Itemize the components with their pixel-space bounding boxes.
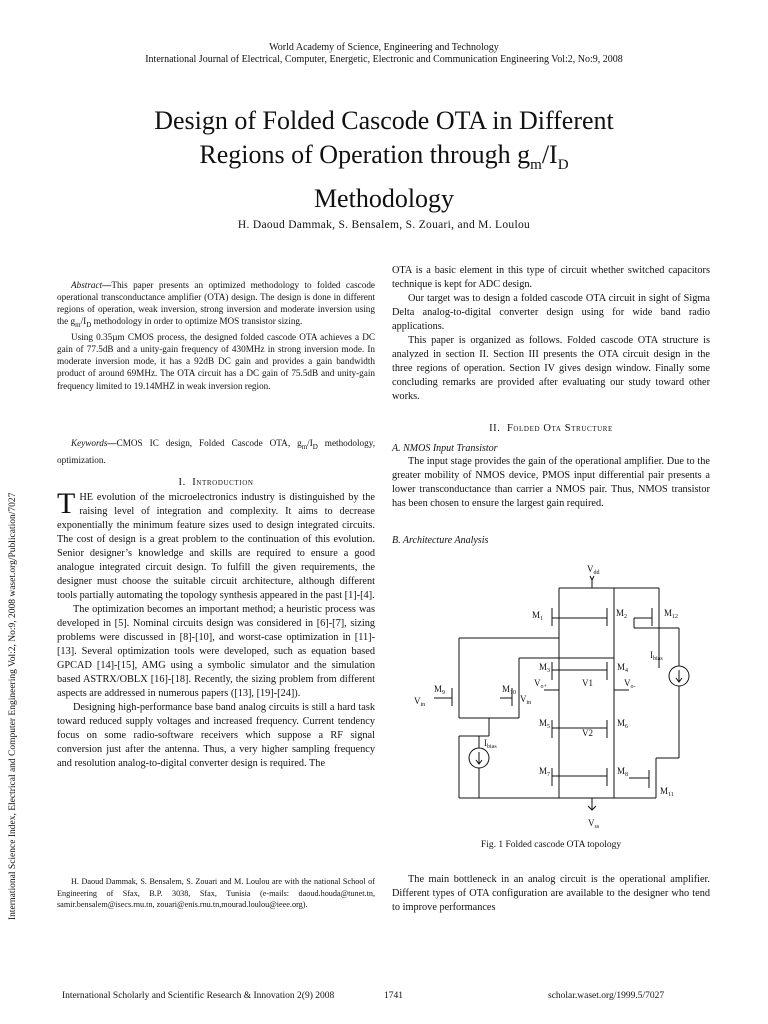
svg-text:M11: $M_{11}$ [660,786,674,798]
title-line3: Methodology [313,184,455,214]
svg-text:Vo+: $V_{o+}$ [534,678,547,690]
abstract-p2: Using 0.35µm CMOS process, the designed folded cascode OTA achieves a DC gain of 77.5dB and a unity-gain frequency of 430MHz in strong inversion mode. In moderate inversion mode, it has a 92dB DC gain and provides a gain bandwidth product of around 69MHz. The OTA circuit has a DC gain of 75.5dB and unity-gain frequency limited to 19.14MHZ in weak inversion region. [57,332,375,391]
authors: H. Daoud Dammak, S. Bensalem, S. Zouari, and M. Loulou [237,219,531,231]
vdd-label: $V_{dd}$ [587,564,600,576]
author-footnote: H. Daoud Dammak, S. Bensalem, S. Zouari and M. Loulou are with the national School of Engineering of Sfax, B.P. 3038, Sfax, Tunisia (e-mails: daoud.houda@tunet.tn, samir.bensalem@isecs.rnu.tn, zouari@enis.rnu.tn,mourad.loulou@ieee.org). [57,877,375,909]
svg-text:M1: $M_1$ [532,610,544,622]
footer-left: International Scholarly and Scientific Research & Innovation 2(9) 2008 [62,991,335,1001]
abstract-label: Abstract [71,280,103,290]
svg-text:M9: $M_9$ [434,684,446,696]
figure-caption: Fig. 1 Folded cascode OTA topology [480,840,622,850]
side-note: International Science Index, Electrical and Computer Engineering Vol:2, No:9, 2008 waset.org/Publication/7027 [8,492,18,920]
svg-text:Vo-: $V_{o-}$ [624,678,636,690]
svg-text:M3: $M_3$ [539,662,551,674]
section-heading-folded-ota: II. Folded Ota Structure [489,423,613,434]
right-column-bottom: The main bottleneck in an analog circuit is the operational amplifier. Different types of OTA configuration are available to the designer who tend to improve performances [392,874,710,913]
dropcap: T [57,487,76,520]
svg-text:V2: V2 [582,728,593,738]
journal-header-line1: World Academy of Science, Engineering and Technology [269,42,499,53]
section-heading-introduction: I. Introduction [178,477,254,488]
folded-cascode-circuit-diagram [404,558,704,834]
svg-text:M4: $M_4$ [617,662,629,674]
right-column-intro: OTA is a basic element in this type of circuit whether switched capacitors technique is kept for ADC design. Our target was to design a folded cascode OTA circuit in sight of Sigma Delta analog-to-digital converter design using for wide band radio applications. This paper is organized as follows. Folded cascode OTA structure is analyzed in section II. Section III presents the OTA circuit design in the three regions of operation. Section IV gives design window. Finally some concluding remarks are provided after evaluating our study toward other works. [392,265,710,402]
svg-text:Vin: $V_{in}$ [414,696,426,708]
svg-text:M5: $M_5$ [539,718,551,730]
introduction-body: THE evolution of the microelectronics industry is distinguished by the raising level of integration and complexity. It aims to decrease exponentially the minimum feature sizes used to design integrated circuits. The cost of design is a great problem to the continuation of this evolution. Senior designer’s knowledge and skills are required to ensure a good analogue integrated circuit design. To fulfill the given requirements, the designer must choose the suitable circuit architecture, although different tools partially automating the topology synthesis appeared in the past [1]-[4]. The optimization becomes an important method; a heuristic process was developed in [5]. Nominal circuits design was considered in [6]-[7], sizing problems were discussed in [8]-[10], and worst-case optimization in [11]-[13]. Several optimization tools were developed, such as equation based GPCAD [14]-[15], AMG using a symbolic simulator and the simulation based ASTRX/OBLX [16]-[18]. Recently, the sizing problem from different aspects are addressed in numerous papers ([13], [19]-[24]). Designing high-performance base band analog circuits is still a hard task toward reduced supply voltages and increased frequency. Current tendency focus on some radio-software receivers which suppose a RF signal conversion just after the antenna. Thus, a very higher sampling frequency and resolution analog-to-digital converter design is required. The [57,487,375,769]
svg-text:M12: $M_{12}$ [664,608,679,620]
nmos-paragraph: The input stage provides the gain of the operational amplifier. Due to the greater mobility of NMOS device, PMOS input differential pair presents a lower transconductance than carrier a NMOS pair. Thus, NMOS transistor has been chosen to ensure the largest gain required. [392,456,710,509]
svg-text:M7: $M_7$ [539,766,551,778]
journal-header-line2: International Journal of Electrical, Computer, Energetic, Electronic and Communication Engineering Vol:2, No:9, 2008 [145,54,623,65]
vss-label: $V_{ss}$ [588,818,600,830]
subsection-a: A. NMOS Input Transistor [392,443,498,454]
intro-p2: The optimization becomes an important method; a heuristic process was developed in [5]. Nominal circuits design was considered in [6]-[7], sizing problems were discussed in [8]-[10], and worst-case optimization in [11]-[13]. Several optimization tools were developed, such as equation based GPCAD [14]-[15], AMG using a symbolic simulator and the simulation based ASTRX/OBLX [16]-[18]. Recently, the sizing problem from different aspects are addressed in numerous papers ([13], [19]-[24]). [57,604,375,699]
title-line1: Design of Folded Cascode OTA in Different [154,106,614,135]
abstract: Abstract—This paper presents an optimized methodology to folded cascode operational transconductance amplifier (OTA) design. The design is done in different regions of operation, weak inversion, strong inversion and moderate inversion using the $g_m/I_D$ methodology in order to optimize MOS transistor sizing. Using 0.35µm CMOS process, the designed folded cascode OTA achieves a DC gain of 77.5dB and a unity-gain frequency of 430MHz in strong inversion mode. In moderate inversion mode, it has a 92dB DC gain and provides a gain bandwidth product of around 69MHz. The OTA circuit has a DC gain of 75.5dB and unity-gain frequency limited to 19.14MHZ in weak inversion region. [57,280,375,391]
svg-text:V1: V1 [582,678,593,688]
footer-page-number: 1741 [384,991,403,1001]
svg-text:Ibias: $I_{bias}$ [650,650,663,662]
svg-text:M2: $M_2$ [616,608,628,620]
svg-text:M6: $M_6$ [617,718,629,730]
svg-text:Ibias: $I_{bias}$ [484,738,497,750]
svg-text:M8: $M_8$ [617,766,629,778]
intro-p3: Designing high-performance base band analog circuits is still a hard task toward reduced supply voltages and increased frequency. Current tendency focus on some radio-software receivers which suppose a RF signal conversion just after the antenna. Thus, a very higher sampling frequency and resolution analog-to-digital converter design is required. The [57,702,375,769]
subsection-b: B. Architecture Analysis [392,535,489,546]
svg-text:Vin: $V_{in}$ [520,694,532,706]
title-line2: Regions of Operation through $g_m/I_D$ [199,140,569,174]
svg-text:M10: $M_{10}$ [502,684,517,696]
keywords: Keywords—CMOS IC design, Folded Cascode OTA, $g_m/I_D$ methodology, optimization. [57,438,375,465]
footer-right: scholar.waset.org/1999.5/7027 [548,991,665,1001]
paper-title [84,104,684,216]
